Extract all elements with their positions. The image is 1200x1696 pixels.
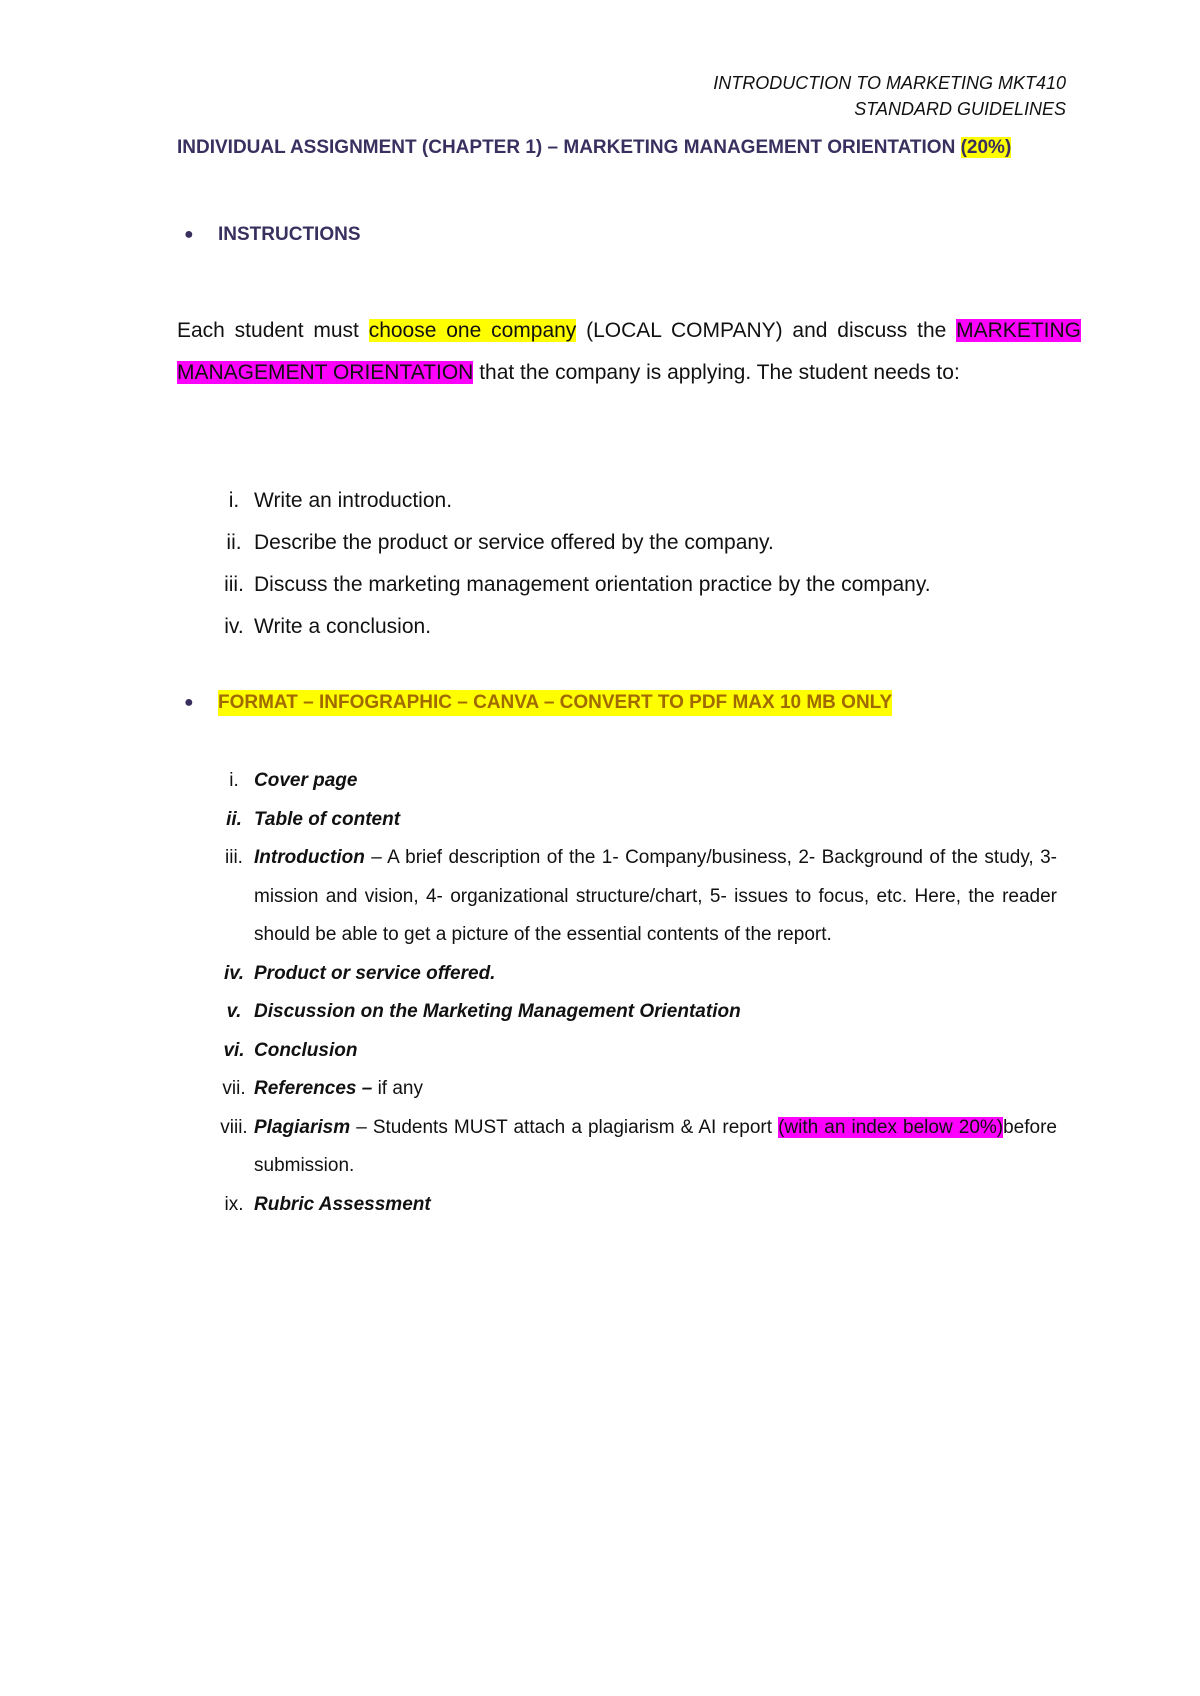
format-heading <box>184 690 892 716</box>
list-text: before submission. <box>254 1116 1057 1176</box>
list-number: i. <box>228 489 240 512</box>
list-text: – Students MUST attach a plagiarism & AI report <box>350 1116 779 1138</box>
instructions-paragraph <box>177 310 1081 394</box>
list-number: iii. <box>225 847 243 868</box>
list-item <box>177 1186 1087 1225</box>
list-label: Product or service offered. <box>254 962 496 984</box>
list-item <box>177 993 1087 1032</box>
list-number: viii. <box>220 1116 248 1138</box>
list-label: Rubric Assessment <box>254 1193 431 1215</box>
list-number: vii. <box>222 1078 246 1099</box>
list-text: if any <box>372 1078 423 1099</box>
list-number: ii. <box>226 531 242 554</box>
list-text: Write an introduction. <box>254 489 453 512</box>
list-number: ix. <box>224 1193 244 1215</box>
list-text: Write a conclusion. <box>254 615 432 638</box>
instructions-heading-text: INSTRUCTIONS <box>218 224 361 245</box>
guidelines-label: STANDARD GUIDELINES <box>854 99 1066 119</box>
list-item <box>177 762 1087 801</box>
format-list <box>177 762 1087 1224</box>
assignment-title-text: INDIVIDUAL ASSIGNMENT (CHAPTER 1) – MARKETING MANAGEMENT ORIENTATION <box>177 137 961 158</box>
para-text: (LOCAL COMPANY) and discuss the <box>576 319 957 342</box>
list-item <box>177 522 1087 564</box>
list-item <box>177 480 1087 522</box>
list-item <box>177 1032 1087 1071</box>
highlight-choose-company: choose one company <box>368 319 577 342</box>
list-text: Discuss the marketing management orientation practice by the company. <box>254 573 931 596</box>
list-number: iv. <box>223 962 245 984</box>
list-number: iv. <box>224 615 244 638</box>
bullet-icon: ● <box>184 226 194 243</box>
list-item <box>177 606 1087 648</box>
format-heading-text: FORMAT – INFOGRAPHIC – CANVA – CONVERT TO PDF MAX 10 MB ONLY <box>218 690 892 716</box>
instructions-list <box>177 480 1087 648</box>
list-number: ii. <box>226 808 242 830</box>
list-label: Conclusion <box>254 1039 358 1061</box>
page-header <box>713 70 1066 122</box>
list-label: Discussion on the Marketing Management Orientation <box>254 1001 741 1022</box>
list-item <box>177 839 1087 955</box>
list-label: Introduction <box>254 847 365 868</box>
list-number: vi. <box>223 1039 245 1061</box>
para-text: Each student must <box>177 319 369 342</box>
list-label: Cover page <box>254 770 358 791</box>
list-text: – A brief description of the 1- Company/business, 2- Background of the study, 3- mission and vision, 4- organizational structure/chart, 5- issues to focus, etc. Here, the reader should be able to get a picture of the essential contents of the report. <box>254 847 1057 945</box>
bullet-icon: ● <box>184 694 194 711</box>
list-item <box>177 1109 1087 1186</box>
list-item <box>177 955 1087 994</box>
list-text: Describe the product or service offered by the company. <box>254 531 774 554</box>
course-title: INTRODUCTION TO MARKETING MKT410 <box>713 73 1066 93</box>
list-number: v. <box>226 1001 242 1022</box>
list-number: i. <box>229 770 239 791</box>
assignment-title <box>177 135 1097 161</box>
highlight-index-below: (with an index below 20%) <box>778 1116 1004 1138</box>
para-text: that the company is applying. The student needs to: <box>473 361 960 384</box>
list-item <box>177 1070 1087 1109</box>
list-item <box>177 564 1087 606</box>
list-label: Table of content <box>254 808 401 830</box>
instructions-heading <box>184 222 361 248</box>
list-label: References – <box>254 1078 373 1099</box>
highlight-orientation: MARKETING MANAGEMENT ORIENTATION <box>177 319 1081 384</box>
list-number: iii. <box>224 573 244 596</box>
list-item <box>177 801 1087 840</box>
assignment-weight: (20%) <box>960 137 1012 158</box>
list-label: Plagiarism <box>254 1116 351 1138</box>
